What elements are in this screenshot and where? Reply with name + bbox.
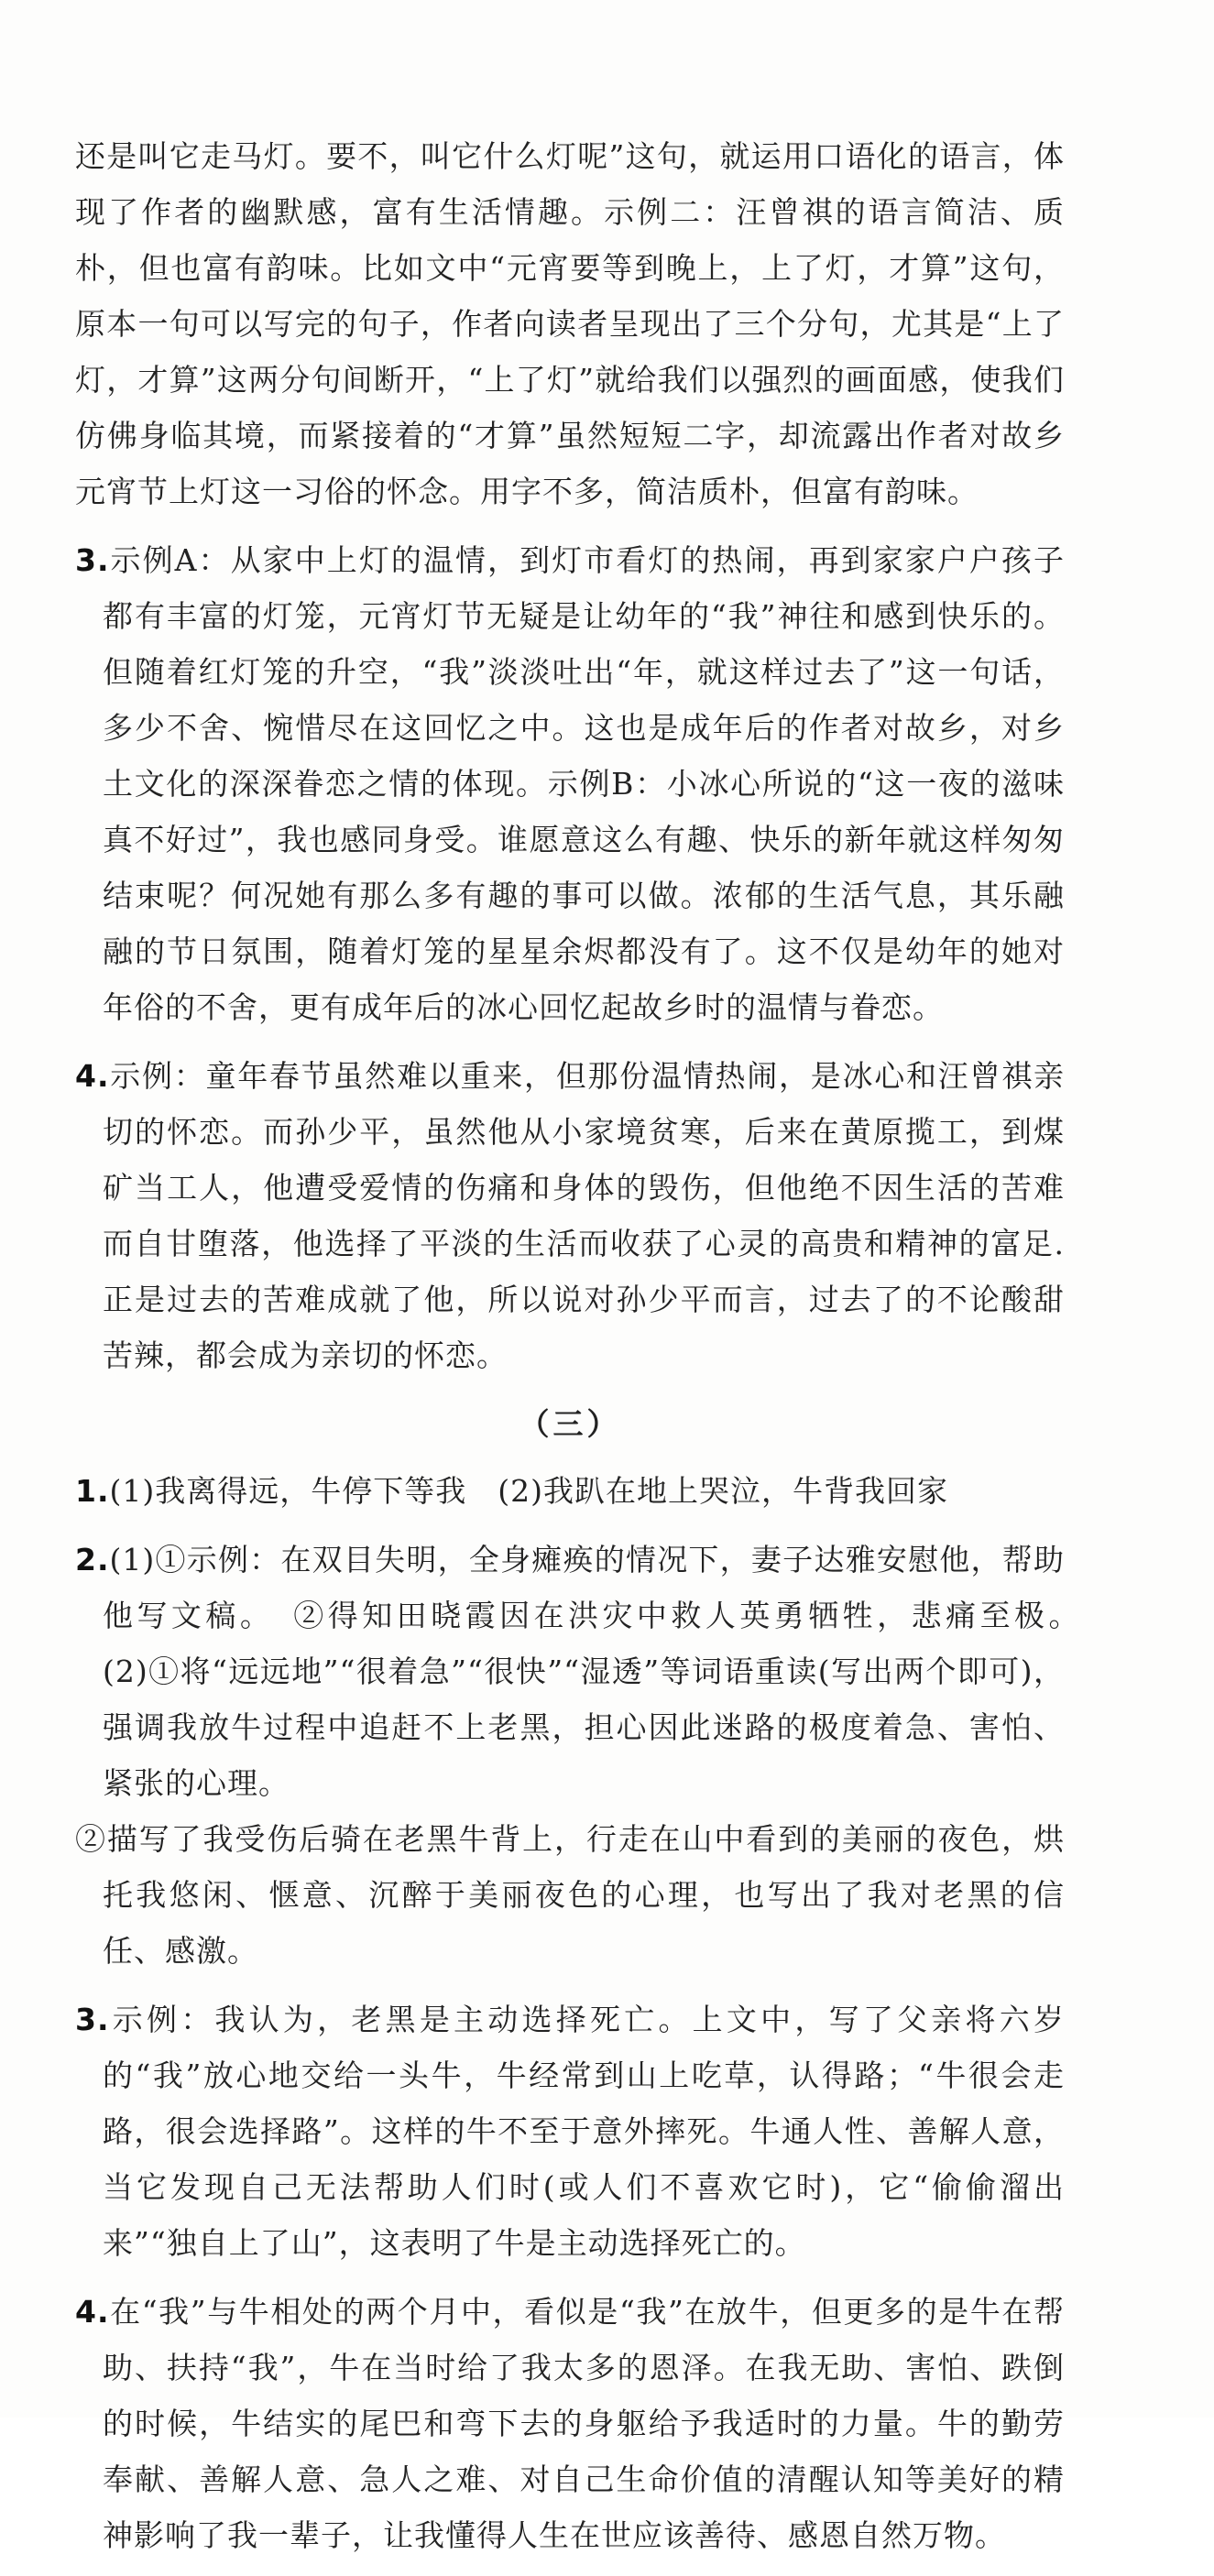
item-number: 2. (75, 1542, 110, 1577)
answer-continuation-paragraph (75, 128, 1065, 519)
item-text: 示例：童年春节虽然难以重来，但那份温情热闹，是冰心和汪曾祺亲切的怀恋。而孙少平，虽然他从小家境贫寒，后来在黄原揽工，到煤矿当工人，他遭受爱情的伤痛和身体的毁伤，但他绝不因生活的苦难而自甘堕落，他选择了平淡的生活而收获了心灵的高贵和精神的富足.正是过去的苦难成就了他，所以说对孙少平而言，过去了的不论酸甜苦辣，都会成为亲切的怀恋。 (103, 1058, 1065, 1373)
item-text: (1)①示例：在双目失明，全身瘫痪的情况下，妻子达雅安慰他，帮助他写文稿。 ②得知田晓霞因在洪灾中救人英勇牺牲，悲痛至极。 (2)①将“远远地”“很着急”“很快”“湿透”等词语重读(写出两个即可)，强调我放牛过程中追赶不上老黑，担心因此迷路的极度着急、害怕、紧张的心理。 (103, 1542, 1096, 1801)
answer-item-3 (75, 532, 1065, 1035)
item-number: 3. (75, 2002, 110, 2037)
answer-content (75, 128, 1096, 2576)
section3-item-2 (75, 1532, 1096, 1979)
item-text: 示例A：从家中上灯的温情，到灯市看灯的热闹，再到家家户户孩子都有丰富的灯笼，元宵灯节无疑是让幼年的“我”神往和感到快乐的。但随着红灯笼的升空，“我”淡淡吐出“年，就这样过去了”这一句话，多少不舍、惋惜尽在这回忆之中。这也是成年后的作者对故乡，对乡土文化的深深眷恋之情的体现。示例B：小冰心所说的“这一夜的滋味真不好过”，我也感同身受。谁愿意这么有趣、快乐的新年就这样匆匆结束呢？何况她有那么多有趣的事可以做。浓郁的生活气息，其乐融融的节日氛围，随着灯笼的星星余烬都没有了。这不仅是幼年的她对年俗的不舍，更有成年后的冰心回忆起故乡时的温情与眷恋。 (103, 542, 1065, 1025)
continuation-text: 还是叫它走马灯。要不，叫它什么灯呢”这句，就运用口语化的语言，体现了作者的幽默感，富有生活情趣。示例二：汪曾祺的语言简洁、质朴，但也富有韵味。比如文中“元宵要等到晚上，上了灯，才算”这句，原本一句可以写完的句子，作者向读者呈现出了三个分句，尤其是“上了灯，才算”这两分句间断开，“上了灯”就给我们以强烈的画面感，使我们仿佛身临其境，而紧接着的“才算”虽然短短二字，却流露出作者对故乡元宵节上灯这一习俗的怀念。用字不多，简洁质朴，但富有韵味。 (75, 138, 1065, 509)
item-number: 3. (75, 542, 110, 578)
item-text: 示例：我认为，老黑是主动选择死亡。上文中，写了父亲将六岁的“我”放心地交给一头牛，牛经常到山上吃草，认得路；“牛很会走路，很会选择路”。这样的牛不至于意外摔死。牛通人性、善解人意，当它发现自己无法帮助人们时(或人们不喜欢它时)，它“偷偷溜出来”“独自上了山”，这表明了牛是主动选择死亡的。 (103, 2002, 1065, 2261)
item-text: (1)我离得远，牛停下等我 (2)我趴在地上哭泣，牛背我回家 (109, 1473, 948, 1509)
section3-item-3 (75, 1992, 1065, 2271)
section3-item-1 (75, 1463, 1065, 1519)
item-number: 1. (75, 1473, 110, 1509)
item-number: 4. (75, 2294, 110, 2330)
answer-item-4 (75, 1048, 1065, 1383)
item-text: 在“我”与牛相处的两个月中，看似是“我”在放牛，但更多的是牛在帮助、扶持“我”，牛在当时给了我太多的恩泽。在我无助、害怕、跌倒的时候，牛结实的尾巴和弯下去的身躯给予我适时的力量。牛的勤劳奉献、善解人意、急人之难、对自己生命价值的清醒认知等美好的精神影响了我一辈子，让我懂得人生在世应该善待、感恩自然万物。 (103, 2294, 1065, 2553)
item-number: 4. (75, 1058, 110, 1094)
section-heading: （三） (519, 1406, 621, 1442)
item-text-continued: ②描写了我受伤后骑在老黑牛背上，行走在山中看到的美丽的夜色，烘托我悠闲、惬意、沉醉于美丽夜色的心理，也写出了我对老黑的信任、感激。 (75, 1821, 1065, 1969)
section3-item-4 (75, 2284, 1065, 2563)
